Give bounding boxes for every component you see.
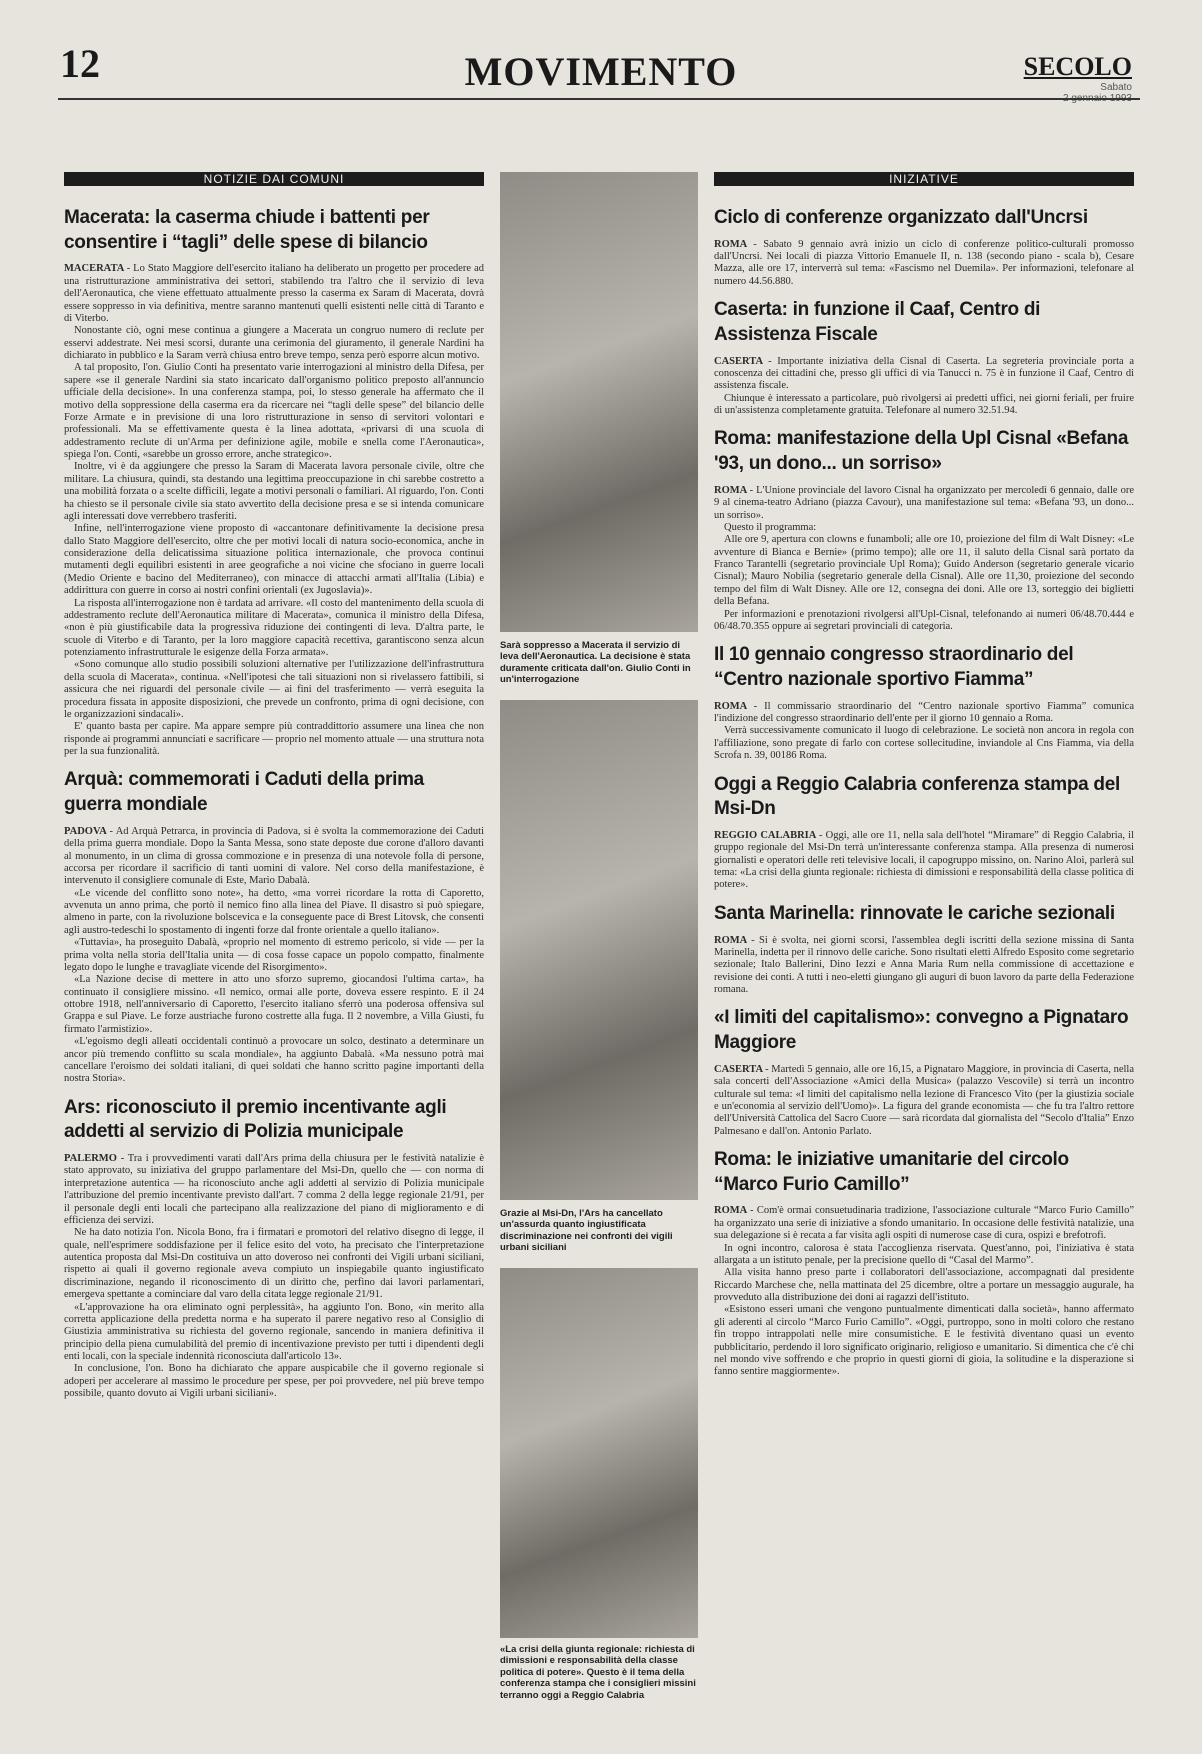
article-paragraph: La risposta all'interrogazione non è tardata ad arrivare. «Il costo del mantenimento della scuola di addestramento reclute dell'Aeronautica militare di Macerata», comunica il ministro della Difesa, «non è più giustificabile data la progressiva riduzione dei contingenti di leva. D'altra parte, le scuole di Viterbo e di Taranto, per la loro maggiore capacità recettiva, garantiscono senza alcun potenziamento infrastrutturale le esigenze della Forza armata».: [64, 597, 484, 658]
article-paragraph: REGGIO CALABRIA - Oggi, alle ore 11, nella sala dell'hotel “Miramare” di Reggio Calabria, il gruppo regionale del Msi-Dn terrà un'interessante conferenza stampa. Alla presenza di numerosi giornalisti e operatori delle reti televisive locali, il capogruppo missino, on. Narino Aloi, parlerà sul tema: «La crisi della giunta regionale: richiesta di dimissioni e responsabilità della classe politica di potere».: [714, 829, 1134, 891]
article-paragraph: Per informazioni e prenotazioni rivolgersi all'Upl-Cisnal, telefonando ai numeri 06/48.70.444 e 06/48.70.355 oppure ai segretari provinciali di categoria.: [714, 608, 1134, 632]
newspaper-logo: SECOLO: [1023, 52, 1132, 81]
article: [64, 206, 484, 758]
photo-aeronautica: [500, 172, 698, 632]
article-headline: Santa Marinella: rinnovate le cariche sezionali: [714, 902, 1115, 924]
header-rule: [58, 98, 1140, 100]
article-body: [714, 830, 1134, 892]
article-headline: Caserta: in funzione il Caaf, Centro di Assistenza Fiscale: [714, 299, 1041, 345]
article-paragraph: Ne ha dato notizia l'on. Nicola Bono, fra i firmatari e promotori del relativo disegno di legge, il quale, nell'esprimere soddisfazione per il felice esito del voto, ha precisato che l'interpretazione autentica proposta dal Msi-Dn costituiva un atto doveroso nei confronti dei Vigili urbani siciliani, rispetto ai quali il governo regionale aveva compiuto un inspiegabile quanto ingiustificato discriminazione, negando il riconoscimento di un diritto che, perfino dai lavori parlamentari, emergeva spettante a cominciare dal varo della citata legge regionale 21/91.: [64, 1227, 484, 1301]
article-body: [714, 1205, 1134, 1378]
article-body: [64, 1153, 484, 1401]
article-paragraph: In ogni incontro, calorosa è stata l'accoglienza riservata. Quest'anno, poi, l'iniziativa è stata allargata a un istituto penale, per la precisione quello di “Casal del Marmo”.: [714, 1242, 1134, 1266]
article-paragraph: ROMA - Si è svolta, nei giorni scorsi, l'assemblea degli iscritti della sezione missina di Santa Marinella, indetta per il rinnovo delle cariche. Sono risultati eletti Alfredo Esposito come segretario sezionale; Italo Ballerini, Dino Iezzi e Anna Maria Rum nella commissione di accettazione e revisione dei conti. A tutti i neo-eletti giungano gli auguri di buon lavoro da parte della Federazione romana.: [714, 934, 1134, 995]
article-location: MACERATA: [64, 263, 127, 275]
article: [714, 902, 1134, 997]
article-location: ROMA: [714, 934, 752, 946]
page-number: 12: [60, 41, 100, 86]
article-paragraph: In conclusione, l'on. Bono ha dichiarato che appare auspicabile che il governo regionale si adoperi per accelerare al massimo le procedure per spese, per poi provvedere, nel più breve tempo possibile, quanto dovuto ai Vigili urbani siciliani».: [64, 1363, 484, 1400]
article-headline: Roma: manifestazione della Upl Cisnal «Befana '93, un dono... un sorriso»: [714, 428, 1129, 475]
article-body: [64, 826, 484, 1086]
article: [714, 206, 1134, 288]
article-location: CASERTA: [714, 355, 769, 367]
article-location: ROMA: [714, 484, 750, 496]
article-location: ROMA: [714, 1205, 751, 1217]
section-bar-notizie: NOTIZIE DAI COMUNI: [64, 172, 484, 186]
article-location: PADOVA: [64, 825, 110, 837]
article-headline: Oggi a Reggio Calabria conferenza stampa del Msi-Dn: [714, 773, 1120, 820]
article-body: [714, 935, 1134, 997]
article-paragraph: Chiunque è interessato a particolare, può rivolgersi ai predetti uffici, nei giorni feriali, per fruire di un'assistenza completamente gratuita. Telefonare al numero 32.51.94.: [714, 392, 1134, 417]
article-headline: Arquà: commemorati i Caduti della prima guerra mondiale: [64, 769, 424, 816]
article-paragraph: «Le vicende del conflitto sono note», ha detto, «ma vorrei ricordare la rotta di Caporetto, avvenuta un anno prima, che portò il nemico fino alla linea del Piave. Il disastro si può spiegare, almeno in parte, con la rivoluzione bolscevica e la conseguente pace di Brest Litovsk, che consentì agli austro-tedeschi lo spostamento di ingenti forze dal fronte orientale a quello italiano».: [64, 887, 484, 936]
article-headline: «I limiti del capitalismo»: convegno a Pignataro Maggiore: [714, 1007, 1129, 1054]
article: [714, 1006, 1134, 1138]
caption-reggio-calabria: «La crisi della giunta regionale: richiesta di dimissioni e responsabilità della classe politica di potere». Questo è il tema della conferenza stampa che i consiglieri missini terranno oggi a Reggio Calabria: [500, 1644, 696, 1701]
article-headline: Ars: riconosciuto il premio incentivante agli addetti al servizio di Polizia municipale: [64, 1096, 447, 1143]
article-body: [714, 239, 1134, 289]
article: [64, 768, 484, 1085]
article-headline: Ciclo di conferenze organizzato dall'Uncrsi: [714, 207, 1088, 228]
article-paragraph: PALERMO - Tra i provvedimenti varati dall'Ars prima della chiusura per le festività natalizie è stato approvato, su iniziativa del gruppo parlamentare del Msi-Dn, quello che — con norma di interpretazione autentica — ha riconosciuto anche agli addetti al servizio di Polizia municipale l'attribuzione del premio incentivante previsto dall'art. 7 comma 2 della legge regionale 21/91, per il personale degli enti locali che partecipano alla realizzazione del piano di miglioramento e di efficienza dei servizi.: [64, 1153, 484, 1226]
article-location: CASERTA: [714, 1063, 766, 1075]
article-paragraph: PADOVA - Ad Arquà Petrarca, in provincia di Padova, si è svolta la commemorazione dei Caduti della prima guerra mondiale. Dopo la Santa Messa, sono state deposte due corone d'alloro davanti al monumento, in un clima di grossa commozione e in presenza di una notevole folla di persone, accorsa per ricordare il sacrificio di tanti uomini di valore. Nel corso della manifestazione, è intervenuto il consigliere comunale di Este, Mario Dabalà.: [64, 825, 484, 887]
article-location: ROMA: [714, 700, 754, 712]
article-paragraph: ROMA - Sabato 9 gennaio avrà inizio un ciclo di conferenze politico-culturali promosso dall'Uncrsi. Nei locali di piazza Vittorio Emanuele II, n. 138 (secondo piano - scala b), Cesare Mazza, alle ore 17, interverrà sul tema: «Fascismo nel Duemila». Per informazioni, telefonare al numero 44.56.880.: [714, 238, 1134, 287]
article-paragraph: CASERTA - Importante iniziativa della Cisnal di Caserta. La segreteria provinciale porta a conoscenza dei cittadini che, presso gli uffici di via Tanucci n. 75 è in funzione il Caaf, Centro di assistenza fiscale.: [714, 355, 1134, 392]
article-paragraph: ROMA - Com'è ormai consuetudinaria tradizione, l'associazione culturale “Marco Furio Camillo” ha organizzato una serie di iniziative a sfondo umanitario. In occasione delle festività natalizie, una sua delegazione si è recata a far visita agli ospiti di numerose case di cura, ospizi e brefotrofi.: [714, 1205, 1135, 1242]
article: [714, 773, 1134, 892]
article-location: PALERMO: [64, 1153, 121, 1164]
article-paragraph: Inoltre, vi è da aggiungere che presso la Saram di Macerata lavora personale civile, oltre che militare. La chiusura, quindi, sta destando una legittima preoccupazione in chi sarebbe costretto a una mobilità forzata o a scelte difficili, legate a motivi personali o familiari. Al riguardo, l'on. Conti ha chiesto se il personale civile sia stato avvertito della decisione presa e se si intenda comunicare agli interessati dove verrebbero trasferiti.: [64, 461, 484, 522]
article-paragraph: A tal proposito, l'on. Giulio Conti ha presentato varie interrogazioni al ministro della Difesa, per sapere «se il generale Nardini sia stato incaricato dall'organismo politico preposto all'annuncio ufficiale della decisione». In una conferenza stampa, poi, lo stesso generale ha affermato che il motivo della soppressione della caserma era da ricercare nei “tagli delle spese” del bilancio delle Forze Armate e in previsione di una loro ristrutturazione in senso di servitori volontari e professionali. Ma se effettivamente questa è la linea adottata, «privarsi di una scuola di addestramento reclute di un'Arma per definizione agile, mobile e snella come l'Aeronautica», spiega l'on. Conti, «sarebbe un grosso errore, anche strategico».: [64, 362, 484, 460]
article-paragraph: Verrà successivamente comunicato il luogo di celebrazione. Le società non ancora in regola con l'affiliazione, sono pregate di farlo con cortese sollecitudine, inviandole al Cns Fiamma, via della Scrofa n. 39, 00186 Roma.: [714, 725, 1134, 762]
article-paragraph: Alla visita hanno preso parte i collaboratori dell'associazione, accompagnati dal presidente Riccardo Marchese che, nella mattinata del 25 dicembre, oltre a portare un messaggio augurale, ha provveduto alla distribuzione dei doni ai ragazzi dell'istituto.: [714, 1267, 1134, 1303]
article-location: ROMA: [714, 238, 754, 250]
article: [714, 298, 1134, 417]
article: [714, 427, 1134, 633]
section-bar-iniziative: INIZIATIVE: [714, 172, 1134, 186]
article-paragraph: Questo il programma:: [724, 521, 817, 533]
article-paragraph: «L'approvazione ha ora eliminato ogni perplessità», ha aggiunto l'on. Bono, «in merito alla corretta applicazione della predetta norma e ha superato il parere negativo reso al Consiglio di Giustizia amministrativa su richiesta del governo regionale, sancendo in maniera definitiva il principio della piena cumulabilità del premio di incentivazione previsto per tutti i dipendenti degli enti locali, con la speciale indennità riconosciuta dall'articolo 13».: [64, 1301, 484, 1362]
article: [64, 1096, 484, 1401]
caption-vigili: Grazie al Msi-Dn, l'Ars ha cancellato un'assurda quanto ingiustificata discriminazione nei confronti dei vigili urbani siciliani: [500, 1208, 673, 1254]
article: [714, 1148, 1134, 1379]
article-body: [714, 701, 1134, 763]
caption-aeronautica: Sarà soppresso a Macerata il servizio di leva dell'Aeronautica. La decisione è stata duramente criticata dall'on. Giulio Conti in un'interrogazione: [500, 640, 691, 686]
article-paragraph: E' quanto basta per capire. Ma appare sempre più contraddittorio assumere una linea che non risponde ai programmi annunciati e sacrificare — proprio nel momento attuale — una struttura nota per la sua funzionalità.: [64, 721, 484, 757]
issue-day: Sabato: [1100, 82, 1132, 93]
article-body: [714, 356, 1134, 418]
article-paragraph: CASERTA - Martedì 5 gennaio, alle ore 16,15, a Pignataro Maggiore, in provincia di Caserta, nella sala concerti dell'Associazione «Amici della Musica» (palazzo Vescovile) si terrà un incontro culturale sul tema: «I limiti del capitalismo nella lezione di Francesco Vito (per la giustizia sociale e un'economia al servizio dell'Uomo)». La figura del grande economista — che fu tra l'altro rettore dell'Università Cattolica del Sacro Cuore — sarà ricordata dal giornalista del “Secolo d'Italia” Enzo Palmesano e dall'on. Antonio Parlato.: [714, 1063, 1134, 1137]
article-paragraph: «L'egoismo degli alleati occidentali continuò a provocare un solco, destinato a determinare un ancor più tremendo conflitto su scala mondiale», ha aggiunto Dabalà. «Ma nessuno potrà mai cancellare l'eroismo dei soldati italiani, di quei soldati che hanno scritto pagine importanti della nostra Storia».: [64, 1036, 484, 1085]
article-headline: Il 10 gennaio congresso straordinario del “Centro nazionale sportivo Fiamma”: [714, 644, 1074, 690]
article-paragraph: «Esistono esseri umani che vengono puntualmente dimenticati dalla società», hanno affermato gli aderenti al circolo “Marco Furio Camillo”. «Oggi, purtroppo, sono in molti coloro che restano fin troppo intrappolati nelle mire consumistiche. E le festività diventano quasi un evento pubblicitario, perdendo il loro significato originario, religioso e umanitario. Si dimentica che c'è chi nel mondo vive soffrendo e che proprio in questi giorni di gioia, la solitudine e la disperazione si fanno sentire maggiormente».: [714, 1304, 1134, 1378]
article-paragraph: «Tuttavia», ha proseguito Dabalà, «proprio nel momento di estremo pericolo, si vide — per la prima volta nella storia dell'Italia unita — di cosa fosse capace un popolo compatto, finalmente legato dopo le lunghe e travagliate vicende del Risorgimento».: [64, 937, 484, 973]
article-headline: Roma: le iniziative umanitarie del circolo “Marco Furio Camillo”: [714, 1149, 1069, 1195]
article-paragraph: Infine, nell'interrogazione viene proposto di «accantonare definitivamente la decisione presa dallo Stato Maggiore dell'esercito, oltre che per motivi locali di natura socio-economica, anche in considerazione della delicatissima situazione politica internazionale, che provoca continui mutamenti degli equilibri esistenti in aree geografiche a noi vicine che sfociano in guerre locali (Medio Oriente e bacino del Mediterraneo), con minacce di attacchi armati all'Italia (Libia) e addirittura con guerre in corso ai nostri confini orientali (ex Jugoslavia)».: [64, 523, 484, 597]
photo-reggio-calabria: [500, 1268, 698, 1638]
article-paragraph: ROMA - L'Unione provinciale del lavoro Cisnal ha organizzato per mercoledì 6 gennaio, dalle ore 9 al cinema-teatro Adriano (piazza Cavour), una manifestazione sul tema: «Befana '93, un dono... un sorriso».: [714, 484, 1134, 521]
article-paragraph: MACERATA - Lo Stato Maggiore dell'esercito italiano ha deliberato un progetto per procedere ad una ristrutturazione amministrativa dei settori, stabilendo tra l'altro che il servizio di leva dell'Aeronautica, che viene effettuato attualmente presso la caserma ex Saram di Macerata, dovrà essere soppresso in via definitiva, mentre saranno mantenuti quelli esistenti nelle città di Taranto e di Viterbo.: [64, 263, 484, 324]
photo-vigili: [500, 700, 698, 1200]
article: [714, 643, 1134, 762]
article-headline: Macerata: la caserma chiude i battenti per consentire i “tagli” delle spese di bilancio: [64, 207, 430, 253]
article-paragraph: Nonostante ciò, ogni mese continua a giungere a Macerata un congruo numero di reclute per esservi addestrate. Nei mesi scorsi, durante una cerimonia del giuramento, il generale Nardini ha dichiarato in pubblico e la Saram verrà chiusa entro breve tempo, senza però esporre alcun motivo.: [64, 325, 484, 361]
article-paragraph: «La Nazione decise di mettere in atto uno sforzo supremo, giocandosi l'ultima carta», ha continuato il consigliere missino. «Il nemico, ormai alle porte, doveva essere respinto. E il 24 ottobre 1918, nell'anniversario di Caporetto, l'esercito italiano sferrò una poderosa offensiva sul Grappa e sul Piave. Le forze austriache furono costrette alla fuga. Il 2 novembre, a Villa Giusti, fu firmato l'armistizio».: [64, 974, 484, 1035]
left-column: [64, 172, 484, 1737]
right-column: [714, 172, 1134, 1737]
masthead: [1024, 52, 1132, 104]
article-body: [714, 485, 1134, 634]
article-paragraph: ROMA - Il commissario straordinario del “Centro nazionale sportivo Fiamma” comunica l'indizione del congresso straordinario dell'ente per il giorno 10 gennaio a Roma.: [714, 700, 1134, 725]
article-body: [64, 263, 484, 758]
article-paragraph: «Sono comunque allo studio possibili soluzioni alternative per l'utilizzazione dell'infrastruttura della scuola di Macerata», continua. «Nell'ipotesi che tali situazioni non si rivelassero fattibili, si assicura che nei riguardi del personale civile — ai fini del trasferimento — verrà eseguita la procedura fissata in apposite disposizioni, che prevede un confronto, prima di ogni decisione, con le organizzazioni sindacali».: [64, 659, 484, 720]
article-paragraph: Alle ore 9, apertura con clowns e funamboli; alle ore 10, proiezione del film di Walt Disney: «Le avventure di Bianca e Bernie» (primo tempo); alle ore 11, il saluto della Cisnal sarà portato da Franco Tarantelli (segretario provinciale Upl Roma); Guido Anderson (segretario generale vicario Cisnal); Mauro Nobilia (segretario generale della Cisnal). Alle ore 11,30, proiezione del secondo tempo del film di Walt Disney. Alle ore 12, consegna dei doni. Alle ore 13, sorteggio dei biglietti della Befana.: [714, 534, 1134, 608]
section-title: MOVIMENTO: [464, 49, 738, 94]
article-body: [714, 1064, 1134, 1138]
article-location: REGGIO CALABRIA: [714, 829, 819, 841]
